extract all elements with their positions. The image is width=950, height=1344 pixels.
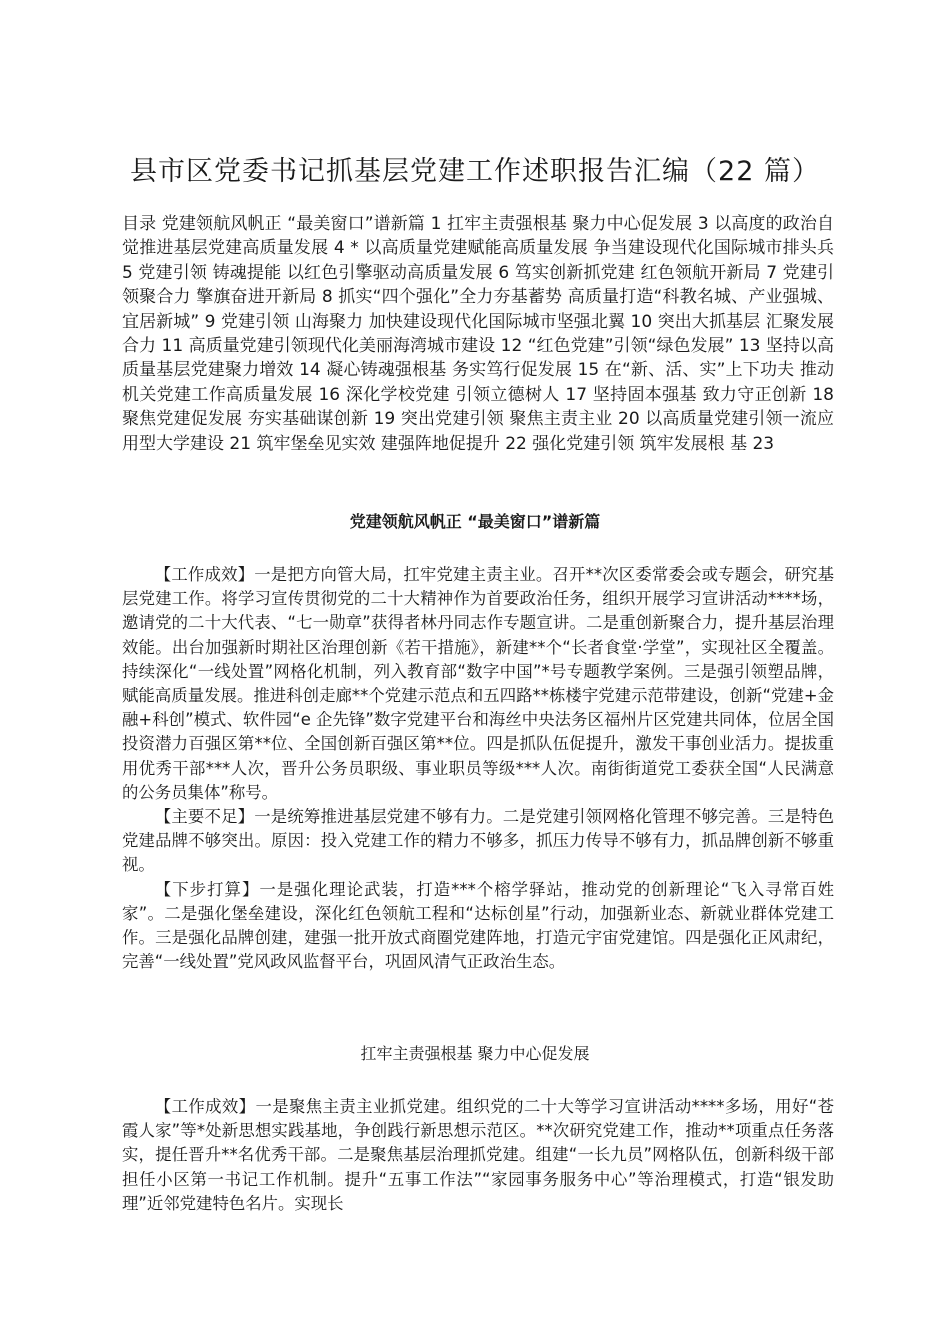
paragraph-work-results: 【工作成效】一是把方向管大局，扛牢党建主责主业。召开**次区委常委会或专题会，研究基层党建工作。将学习宣传贯彻党的二十大精神作为首要政治任务，组织开展学习宣讲活动****场，邀请党的二十大代表、“七一勋章”获得者林丹同志作专题宣讲。二是重创新聚合力，提升基层治理效能。出台加强新时期社区治理创新《若干措施》，新建**个“长者食堂·学堂”，实现社区全覆盖。持续深化“一线处置”网格化机制，列入教育部“数字中国”*号专题教学案例。三是强引领塑品牌，赋能高质量发展。推进科创走廊**个党建示范点和五四路**栋楼宇党建示范带建设，创新“党建+金融+科创”模式、软件园“e 企先锋”数字党建平台和海丝中央法务区福州片区党建共同体，位居全国投资潜力百强区第**位、全国创新百强区第**位。四是抓队伍促提升，激发干事创业活力。提拔重用优秀干部***人次，晋升公务员职级、事业职员等级***人次。南街街道党工委获全国“人民满意的公务员集体”称号。 (122, 565, 834, 802)
paragraph-work-results: 【工作成效】一是聚焦主责主业抓党建。组织党的二十大等学习宣讲活动****多场，用好“苍霞人家”等*处新思想实践基地，争创践行新思想示范区。**次研究党建工作，推动**项重点任务落实，提任晋升**名优秀干部。二是聚焦基层治理抓党建。组建“一长九员”网格队伍，创新科级干部担任小区第一书记工作机制。提升“五事工作法”“家园事务服务中心”等治理模式，打造“银发助理”近邻党建特色名片。实现长 (122, 1097, 834, 1213)
section-heading: 扛牢主责强根基 聚力中心促发展 (360, 1044, 590, 1063)
paragraph-next-steps: 【下步打算】一是强化理论武装，打造***个榕学驿站，推动党的创新理论“飞入寻常百姓家”。二是强化堡垒建设，深化红色领航工程和“达标创星”行动，加强新业态、新就业群体党建工作。三是强化品牌创建，建强一批开放式商圈党建阵地，打造元宇宙党建馆。四是强化正风肃纪，完善“一线处置”党风政风监督平台，巩固风清气正政治生态。 (122, 879, 834, 972)
document-title: 县市区党委书记抓基层党建工作述职报告汇编（22 篇） (130, 156, 820, 187)
section-body (122, 563, 834, 974)
section-body (122, 1095, 834, 1216)
table-of-contents: 目录 党建领航风帆正 “最美窗口”谱新篇 1 扛牢主责强根基 聚力中心促发展 3 以高度的政治自觉推进基层党建高质量发展 4 * 以高质量党建赋能高质量发展 争当建设现代化国际城市排头兵 5 党建引领 铸魂提能 以红色引擎驱动高质量发展 6 笃实创新抓党建 红色领航开新局 7 党建引领聚合力 擎旗奋进开新局 8 抓实“四个强化”全力夯基蓄势 高质量打造“科教名城、产业强城、宜居新城” 9 党建引领 山海聚力 加快建设现代化国际城市坚强北翼 10 突出大抓基层 汇聚发展合力 11 高质量党建引领现代化美丽海湾城市建设 12 “红色党建”引领“绿色发展” 13 坚持以高质量基层党建聚力增效 14 凝心铸魂强根基 务实笃行促发展 15 在“新、活、实”上下功夫 推动机关党建工作高质量发展 16 深化学校党建 引领立德树人 17 坚持固本强基 致力守正创新 18 聚焦党建促发展 夯实基础谋创新 19 突出党建引领 聚焦主责主业 20 以高质量党建引领一流应用型大学建设 21 筑牢堡垒见实效 建强阵地促提升 22 强化党建引领 筑牢发展根 基 23 (122, 214, 834, 454)
section-heading: 党建领航风帆正 “最美窗口”谱新篇 (349, 512, 601, 531)
paragraph-shortcomings: 【主要不足】一是统筹推进基层党建不够有力。二是党建引领网格化管理不够完善。三是特色党建品牌不够突出。原因：投入党建工作的精力不够多，抓压力传导不够有力，抓品牌创新不够重视。 (122, 807, 834, 875)
